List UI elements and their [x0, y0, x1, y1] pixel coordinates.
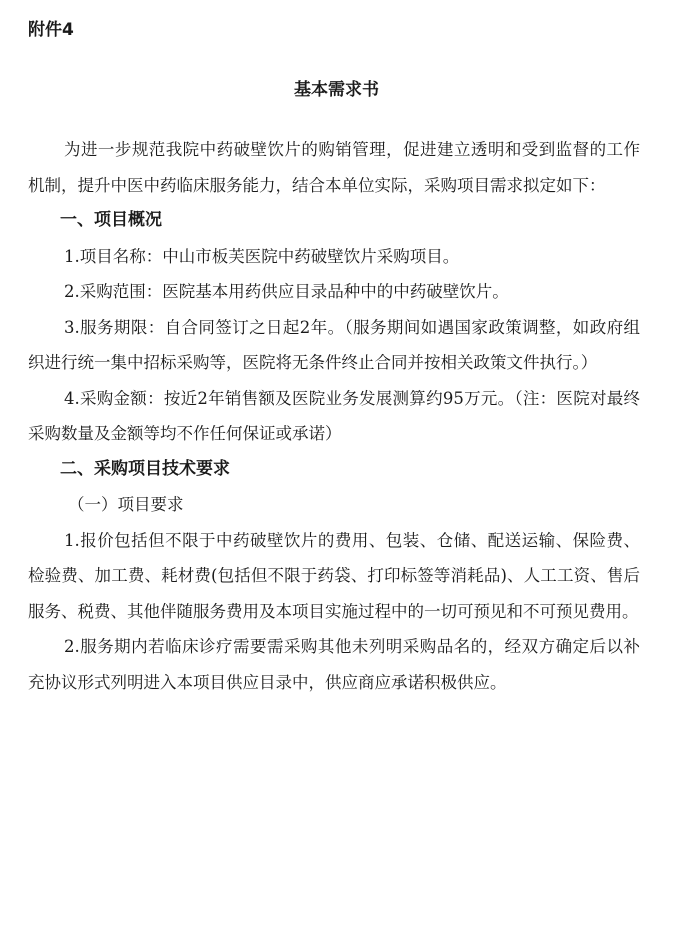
- project-name-item: 1.项目名称：中山市板芙医院中药破壁饮片采购项目。: [64, 246, 460, 266]
- subsection-heading-requirements: （一）项目要求: [68, 495, 184, 514]
- procurement-amount-item: 4.采购金额：按近2年销售额及医院业务发展测算约95万元。（注：医院对最终采购数量及金额等均不作任何保证或承诺）: [28, 388, 640, 443]
- section-heading-overview: 一、项目概况: [60, 210, 162, 230]
- supplementary-supply-item: 2.服务期内若临床诊疗需要需采购其他未列明采购品名的，经双方确定后以补充协议形式列明进入本项目供应目录中，供应商应承诺积极供应。: [28, 637, 640, 692]
- quote-scope-item: 1.报价包括但不限于中药破壁饮片的费用、包装、仓储、配送运输、保险费、检验费、加工费、耗材费(包括但不限于药袋、打印标签等消耗品)、人工工资、售后服务、税费、其他伴随服务费用及本项目实施过程中的一切可预见和不可预见费用。: [28, 530, 640, 621]
- procurement-scope-item: 2.采购范围：医院基本用药供应目录品种中的中药破壁饮片。: [64, 282, 509, 301]
- service-period-item: 3.服务期限：自合同签订之日起2年。（服务期间如遇国家政策调整，如政府组织进行统一集中招标采购等，医院将无条件终止合同并按相关政策文件执行。）: [28, 317, 640, 372]
- intro-paragraph: 为进一步规范我院中药破壁饮片的购销管理，促进建立透明和受到监督的工作机制，提升中医中药临床服务能力，结合本单位实际，采购项目需求拟定如下：: [28, 140, 640, 195]
- attachment-label: 附件4: [28, 20, 74, 40]
- document-body: [28, 132, 640, 700]
- section-heading-technical: 二、采购项目技术要求: [60, 458, 230, 479]
- document-title: 基本需求书: [294, 80, 379, 100]
